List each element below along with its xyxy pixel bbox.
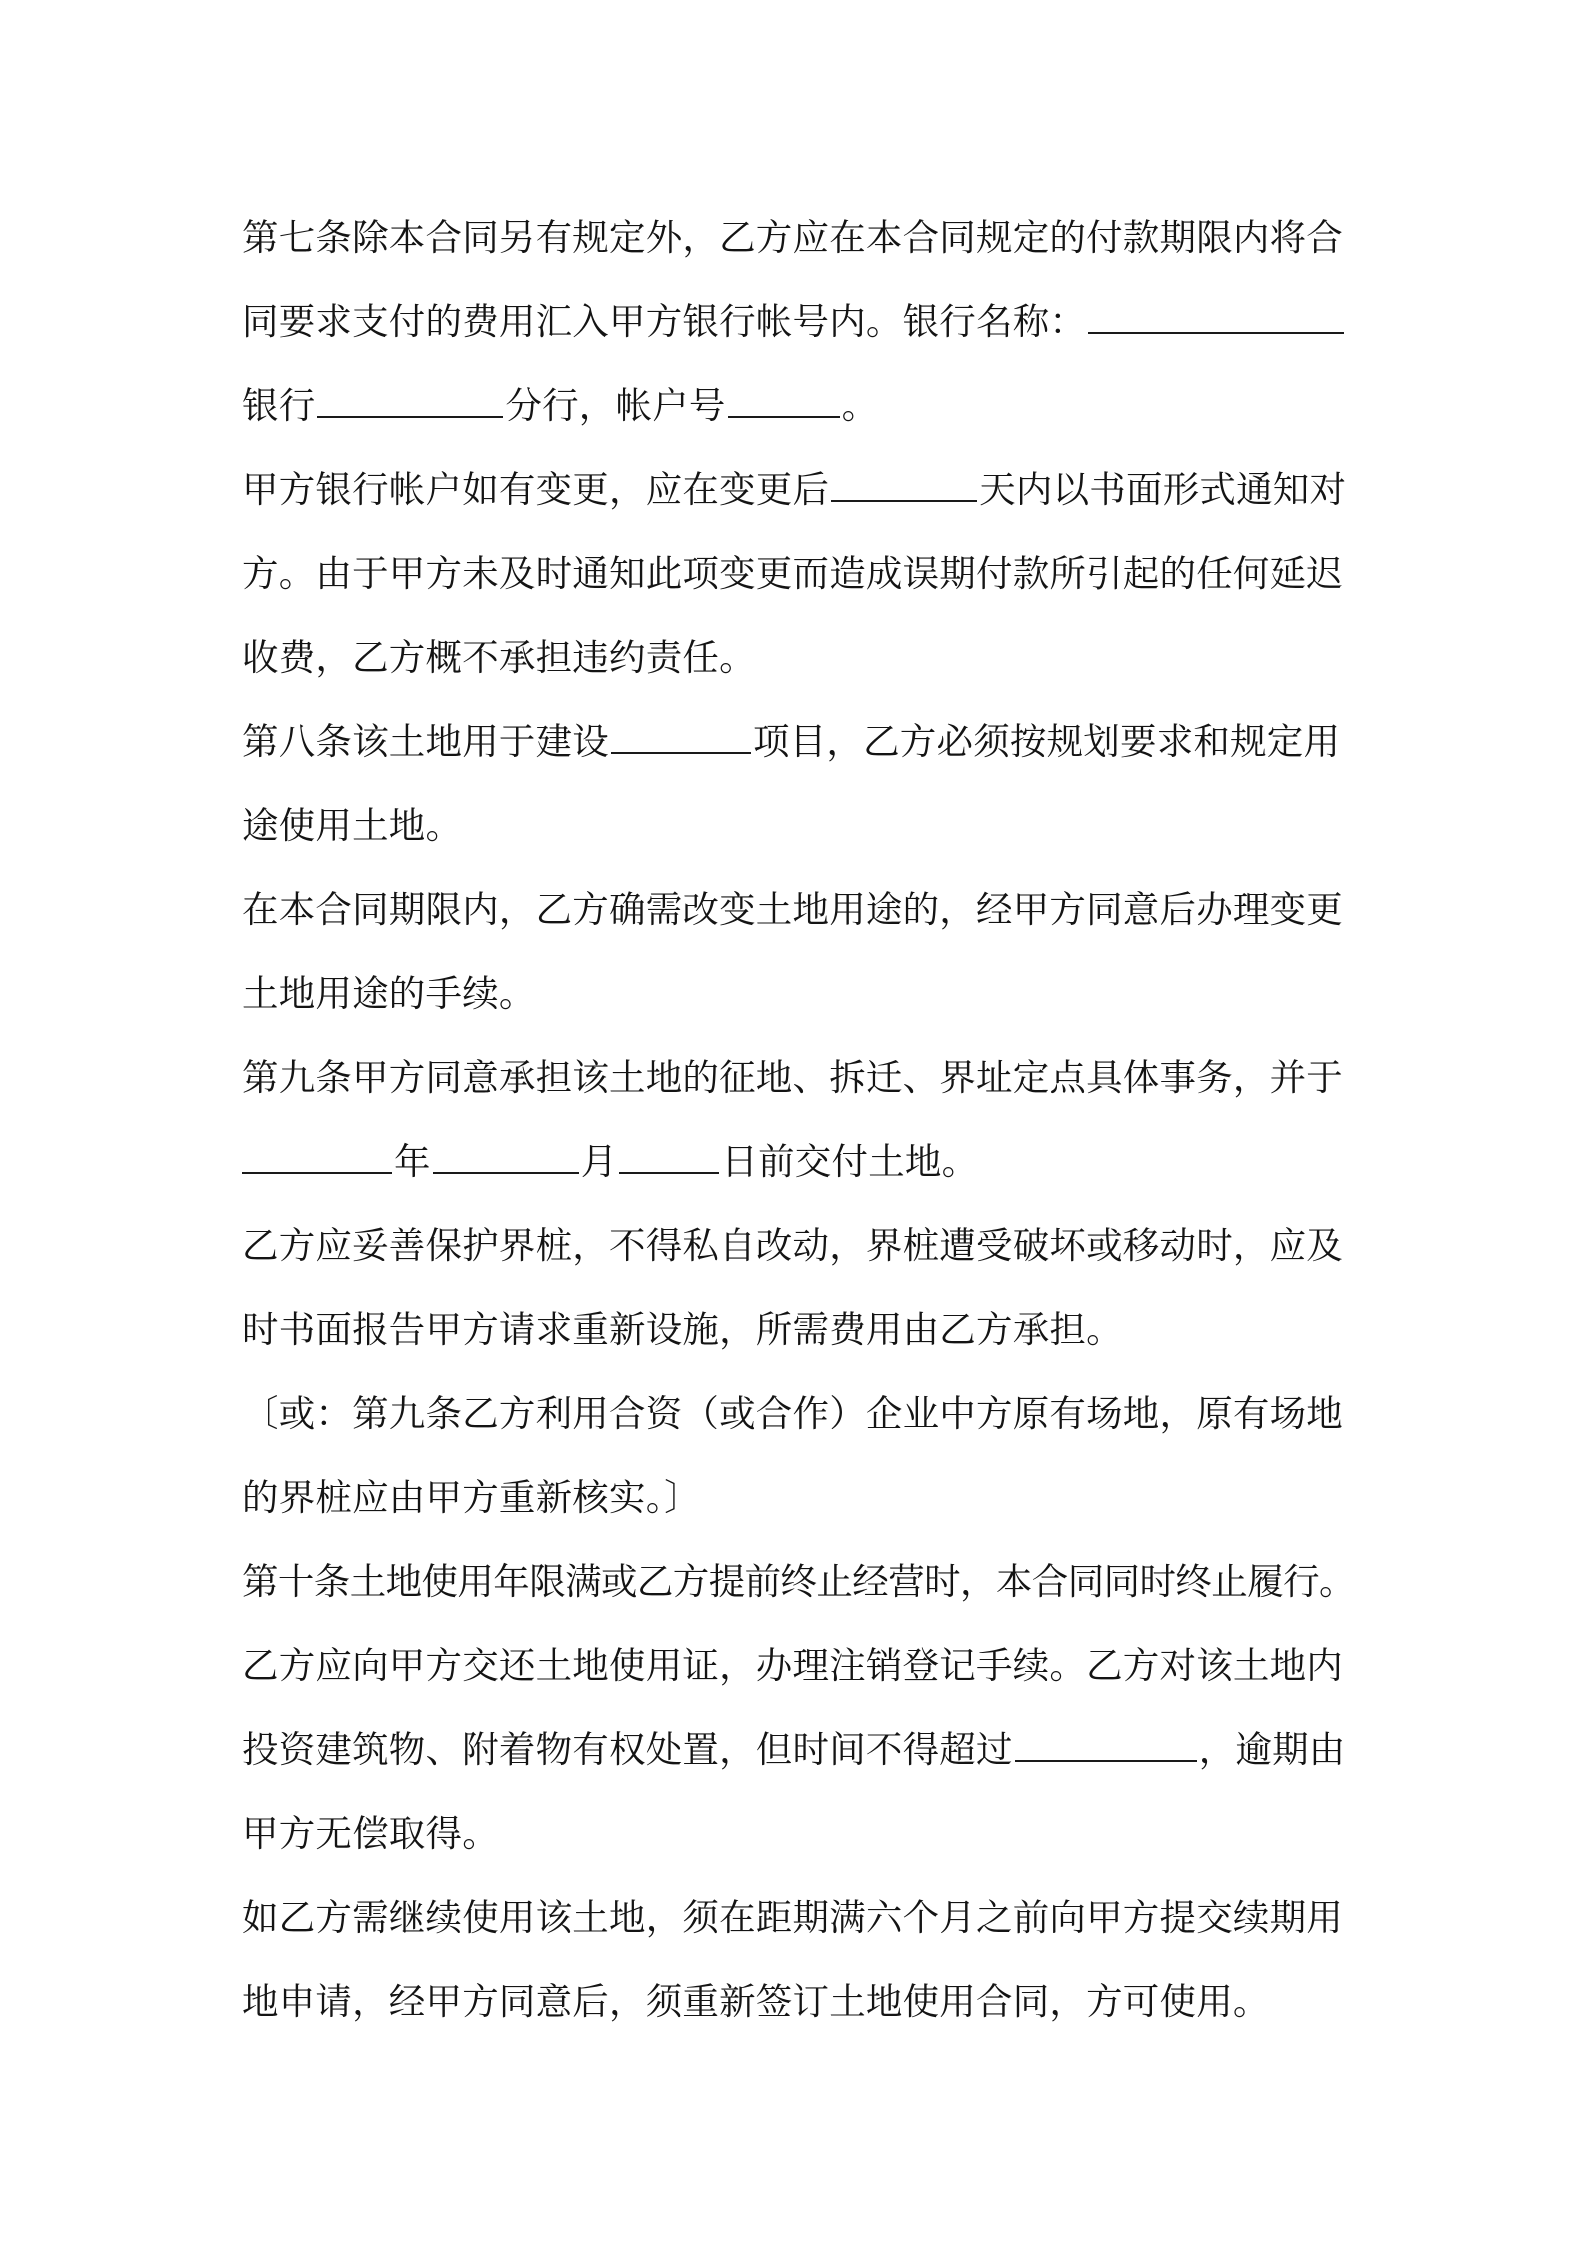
month-label: 月 [580, 1140, 618, 1183]
branch-account-label: 分行，帐户号 [505, 384, 726, 427]
article-8-line-2: 途使用土地。 [242, 804, 463, 847]
alt-9-line-2: 的界桩应由甲方重新核实。〕 [242, 1476, 701, 1519]
article-7-end-mark: 。 [841, 384, 879, 427]
bank-change-line-1 [242, 448, 1372, 532]
branch-blank [317, 386, 503, 418]
article-8-line-1 [242, 700, 1372, 784]
usage-change-line-1: 在本合同期限内，乙方确需改变土地用途的，经甲方同意后办理变更 [242, 888, 1343, 931]
article-9-line-2 [242, 1120, 1372, 1204]
article-7-line-1: 第七条除本合同另有规定外，乙方应在本合同规定的付款期限内将合 [242, 216, 1343, 259]
renewal-line-1: 如乙方需继续使用该土地，须在距期满六个月之前向甲方提交续期用 [242, 1896, 1343, 1939]
year-blank [242, 1142, 392, 1174]
return-line-2 [242, 1708, 1372, 1792]
year-label: 年 [394, 1140, 431, 1183]
bank-change-line-3: 收费，乙方概不承担违约责任。 [242, 636, 756, 679]
article-7-line-2-text: 同要求支付的费用汇入甲方银行帐号内。银行名称： [242, 300, 1087, 343]
boundary-line-1: 乙方应妥善保护界桩，不得私自改动，界桩遭受破坏或移动时，应及 [242, 1224, 1343, 1267]
disposal-time-blank [1015, 1730, 1197, 1762]
article-10-line-1: 第十条土地使用年限满或乙方提前终止经营时，本合同同时终止履行。 [242, 1560, 1355, 1603]
article-7-line-3 [242, 364, 1372, 448]
article-9-line-2-end: 日前交付土地。 [721, 1140, 979, 1183]
renewal-line-2: 地申请，经甲方同意后，须重新签订土地使用合同，方可使用。 [242, 1980, 1270, 2023]
article-8-line-1-b: 项目，乙方必须按规划要求和规定用 [753, 720, 1341, 763]
day-blank [619, 1142, 719, 1174]
usage-change-line-2: 土地用途的手续。 [242, 972, 536, 1015]
return-line-3: 甲方无偿取得。 [242, 1812, 499, 1855]
account-number-blank [728, 386, 840, 418]
month-blank [433, 1142, 579, 1174]
return-line-1: 乙方应向甲方交还土地使用证，办理注销登记手续。乙方对该土地内 [242, 1644, 1343, 1687]
article-9-line-1: 第九条甲方同意承担该土地的征地、拆迁、界址定点具体事务，并于 [242, 1056, 1343, 1099]
notice-days-blank [831, 470, 977, 502]
bank-label: 银行 [242, 384, 316, 427]
bank-name-blank [1088, 302, 1344, 334]
bank-change-line-2: 方。由于甲方未及时通知此项变更而造成误期付款所引起的任何延迟 [242, 552, 1343, 595]
contract-body [242, 196, 1372, 2044]
article-8-line-1-a: 第八条该土地用于建设 [242, 720, 609, 763]
bank-change-line-1-b: 天内以书面形式通知对 [979, 468, 1347, 511]
project-blank [611, 722, 751, 754]
article-7-line-2 [242, 280, 1372, 364]
return-line-2-a: 投资建筑物、附着物有权处置，但时间不得超过 [242, 1728, 1013, 1771]
boundary-line-2: 时书面报告甲方请求重新设施，所需费用由乙方承担。 [242, 1308, 1123, 1351]
return-line-2-b: ，逾期由 [1198, 1728, 1346, 1771]
bank-change-line-1-a: 甲方银行帐户如有变更，应在变更后 [242, 468, 830, 511]
alt-9-line-1: 〔或：第九条乙方利用合资（或合作）企业中方原有场地，原有场地 [242, 1392, 1343, 1435]
